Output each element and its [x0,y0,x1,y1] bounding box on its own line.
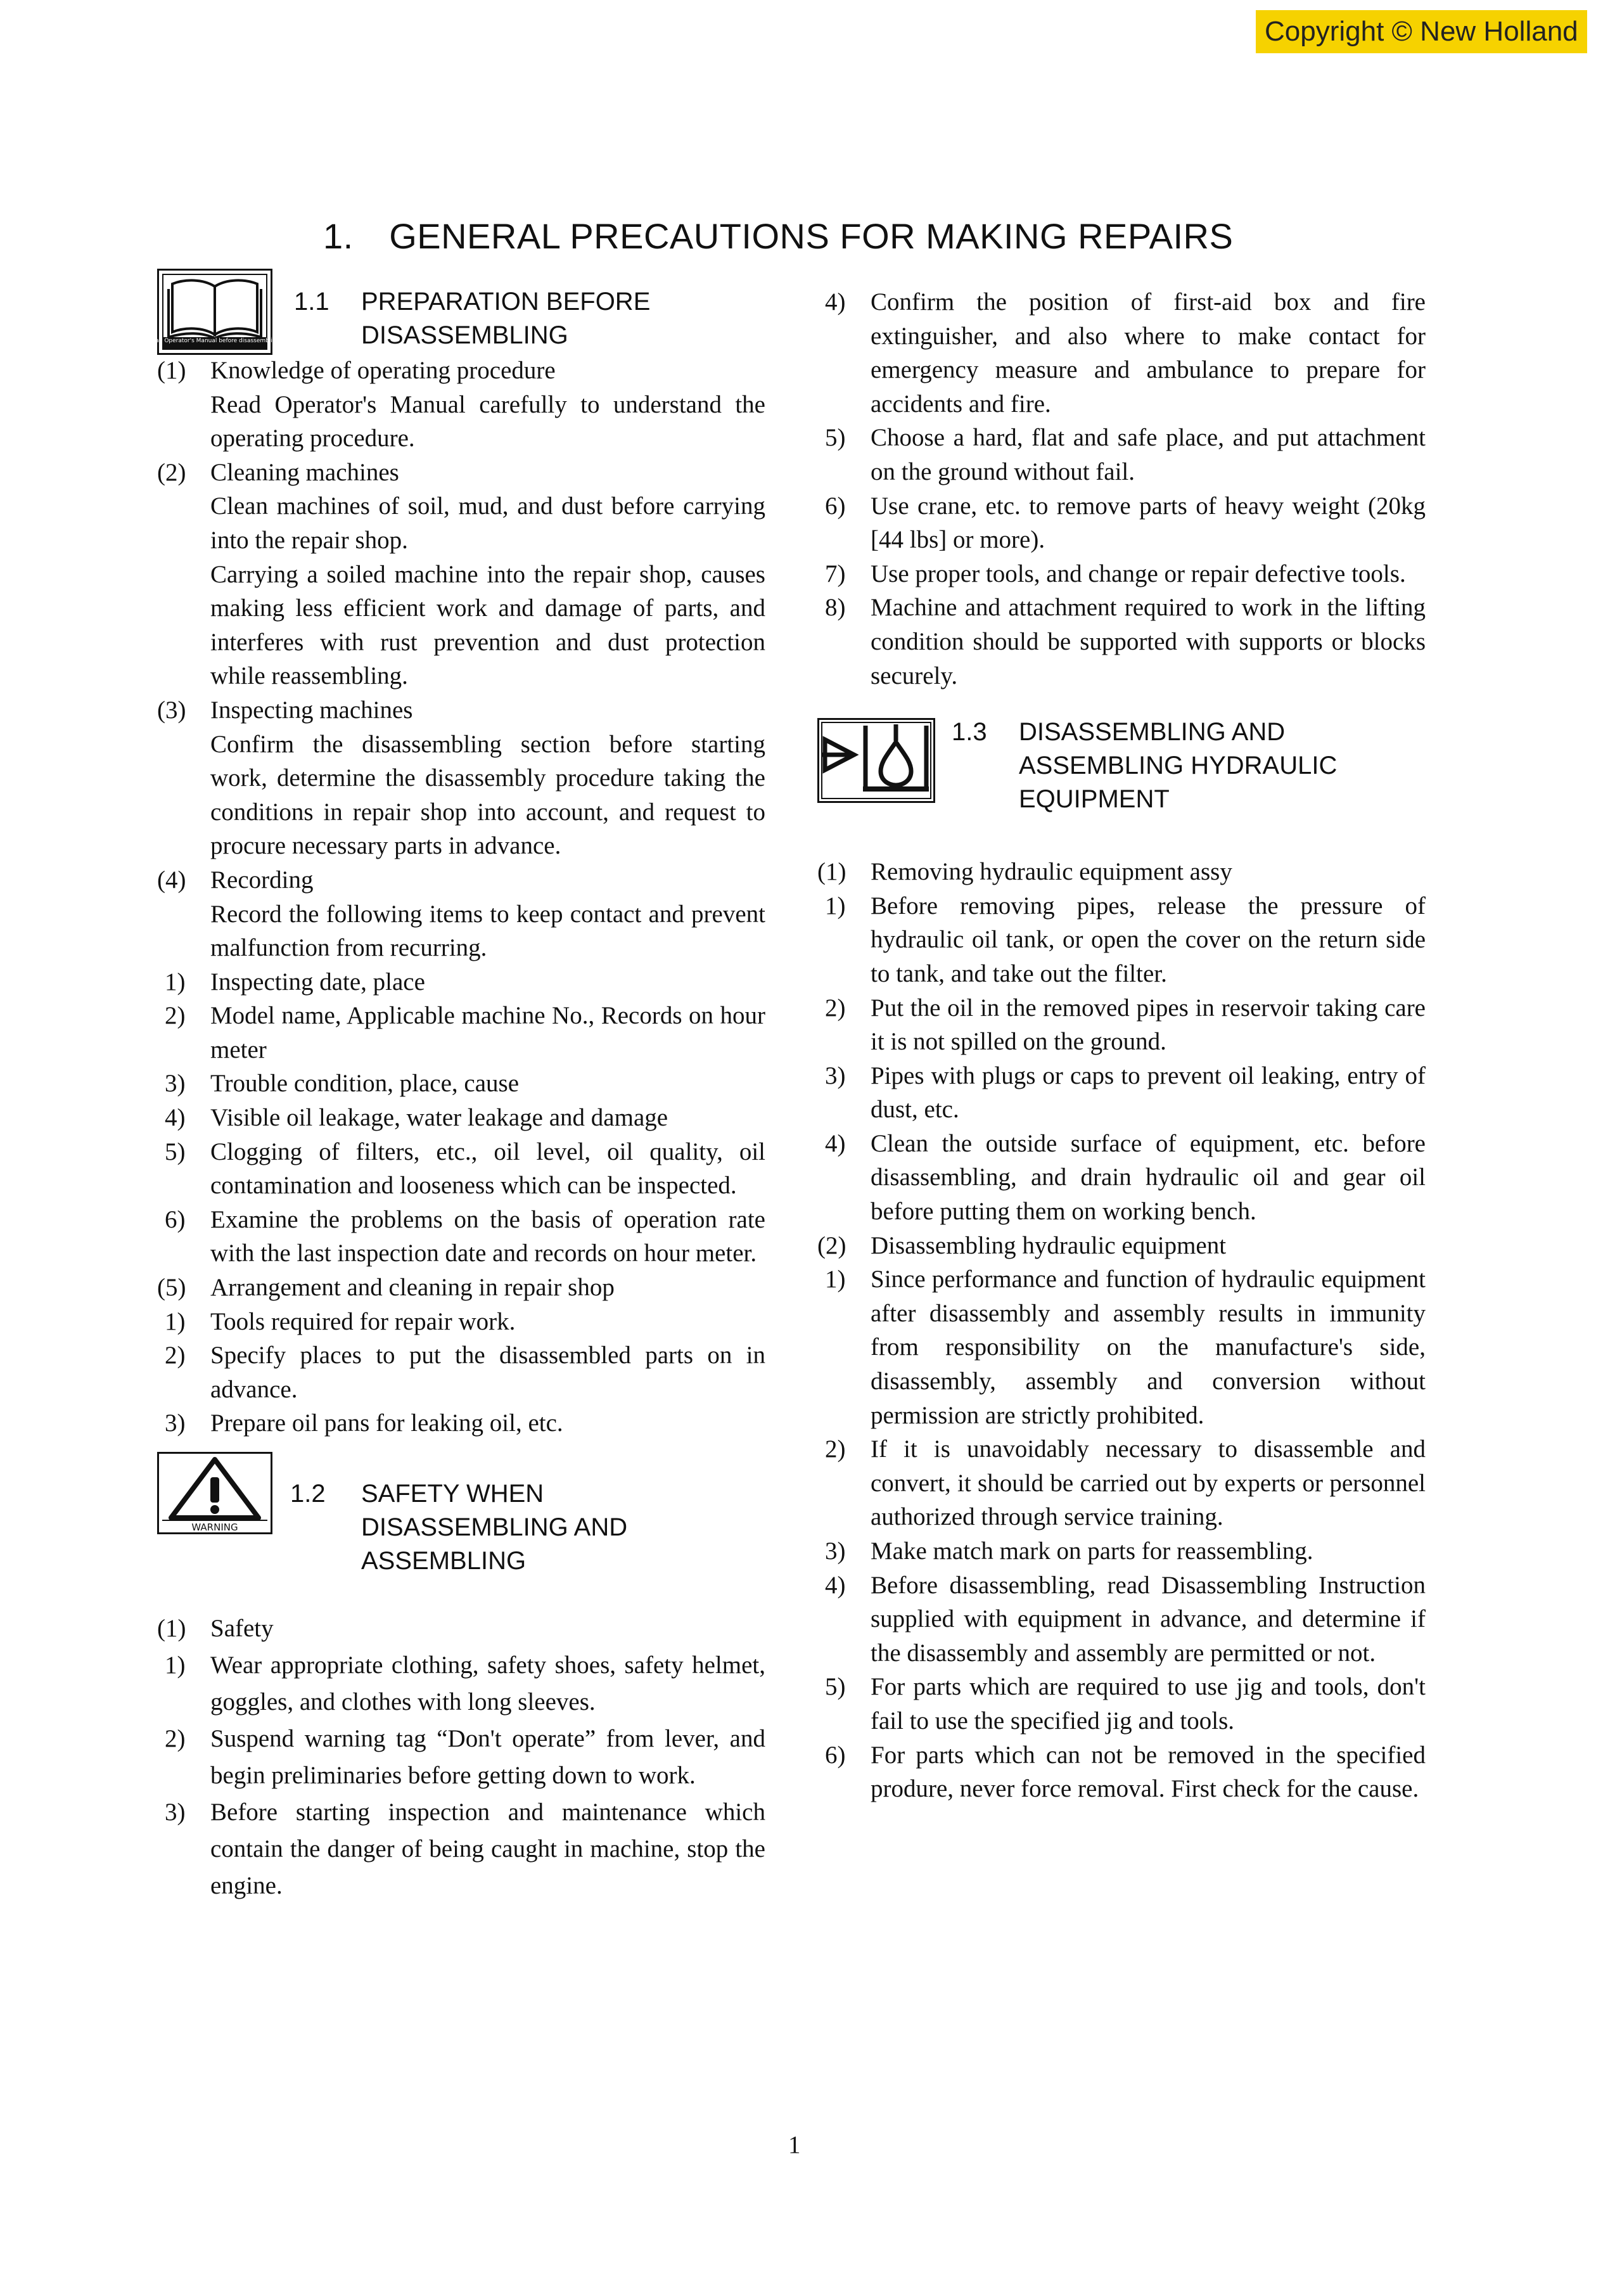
list-item [157,693,765,728]
section-title-line: DISASSEMBLING AND [1019,718,1286,747]
item-marker: 2) [165,1725,186,1752]
item-marker: 1) [825,1266,846,1293]
list-item [817,1127,1426,1229]
list-item [817,591,1426,693]
list-item [157,354,765,388]
item-marker: 3) [825,1061,846,1089]
item-marker: 5) [165,1138,186,1165]
list-item [157,456,765,490]
item-marker: 7) [825,560,846,587]
list-item [157,1135,765,1203]
item-marker: (2) [157,458,186,486]
section-1-1-body [157,354,765,1440]
list-item [817,1432,1426,1534]
copyright-banner: Copyright © New Holland [1256,10,1587,53]
list-item [817,889,1426,991]
list-item [817,1534,1426,1568]
item-marker: 2) [825,994,846,1022]
item-marker: 5) [825,1673,846,1701]
item-marker: 2) [165,1342,186,1369]
item-text: Before disassembling, read Disassembling Instruction supplied with equipment in advance, and determine if the disassembly and assembly are permitted or not. [871,1571,1426,1667]
item-text: Since performance and function of hydraulic equipment after disassembly and assembly results in immunity from responsibility on the manufacture's side, disassembly, assembly and conversion without permission are strictly prohibited. [871,1266,1426,1429]
section-title-line: ASSEMBLING [361,1547,527,1575]
section-title-line: DISASSEMBLING AND [361,1513,628,1541]
item-text: If it is unavoidably necessary to disassemble and convert, it should be carried out by experts or personnel authorized through service training. [871,1435,1426,1531]
item-marker: 1) [825,892,846,920]
item-marker: (1) [157,357,186,384]
list-item [817,285,1426,421]
item-marker: 3) [825,1537,846,1565]
section-1-2-header [157,1447,765,1610]
list-item [817,1229,1426,1263]
section-title-line: PREPARATION BEFORE [361,288,651,316]
item-text: Use proper tools, and change or repair defective tools. [871,560,1406,587]
item-text: Tools required for repair work. [210,1307,516,1335]
item-marker: 4) [825,1129,846,1157]
section-number: 1.3 [952,718,987,747]
item-marker: (1) [157,1615,186,1642]
right-column [817,285,1426,1806]
list-item [157,999,765,1067]
paragraph: Carrying a soiled machine into the repair shop, causes making less efficient work and damage of parts, and interferes with rust prevention and dust protection while reassembling. [210,560,765,690]
section-title-line: DISASSEMBLING [361,321,568,349]
item-text: Cleaning machines [210,458,399,486]
item-marker: 6) [825,1741,846,1769]
list-item [817,1059,1426,1127]
item-text: Visible oil leakage, water leakage and damage [210,1104,668,1132]
list-item [157,1067,765,1101]
left-column [148,285,765,1904]
item-marker: 1) [165,1651,186,1679]
list-item [157,1271,765,1305]
item-marker: (2) [817,1231,846,1259]
section-1-3-header [817,715,1426,855]
item-text: Machine and attachment required to work in the lifting condition should be supported with supports or blocks securely. [871,594,1426,689]
item-marker: 4) [165,1104,186,1132]
item-text: Removing hydraulic equipment assy [871,858,1232,886]
item-text: Choose a hard, flat and safe place, and put attachment on the ground without fail. [871,424,1426,485]
list-item [817,1670,1426,1738]
item-marker: 1) [165,968,186,996]
item-text: Arrangement and cleaning in repair shop [210,1274,615,1302]
list-item [157,1203,765,1271]
item-marker: 2) [165,1002,186,1030]
item-marker: 3) [165,1799,186,1826]
manual-icon-caption: Read Operator's Manual before disassembling. [148,338,282,344]
item-marker: 8) [825,594,846,622]
list-item [157,1610,765,1647]
list-item [157,1338,765,1406]
item-text: For parts which are required to use jig and tools, don't fail to use the specified jig and tools. [871,1673,1426,1735]
section-1-1-header [148,285,765,354]
item-text: Safety [210,1615,274,1642]
item-text: Disassembling hydraulic equipment [871,1231,1227,1259]
item-text: Model name, Applicable machine No., Records on hour meter [210,1002,765,1063]
item-text: Recording [210,866,314,894]
item-marker: 4) [825,1571,846,1599]
paragraph: Read Operator's Manual carefully to understand the operating procedure. [210,390,765,452]
list-item [817,557,1426,591]
list-item [157,1305,765,1339]
list-item [157,965,765,999]
list-item [817,421,1426,489]
item-text: Make match mark on parts for reassembling. [871,1537,1313,1565]
list-item [157,1794,765,1904]
section-number: 1.1 [294,288,329,316]
item-text: Specify places to put the disassembled parts on in advance. [210,1342,765,1403]
list-item [817,991,1426,1059]
item-marker: 3) [165,1409,186,1437]
item-text: Examine the problems on the basis of operation rate with the last inspection date and records on hour meter. [210,1205,765,1267]
item-text: Inspecting machines [210,696,413,724]
item-text: Suspend warning tag “Don't operate” from lever, and begin preliminaries before getting down to work. [210,1725,765,1789]
item-marker: 6) [165,1205,186,1233]
section-number: 1.2 [290,1480,326,1508]
item-marker: 1) [165,1307,186,1335]
item-text: Put the oil in the removed pipes in reservoir taking care it is not spilled on the ground. [871,994,1426,1056]
item-marker: 6) [825,492,846,520]
item-marker: (4) [157,866,186,894]
item-marker: 4) [825,288,846,316]
item-marker: 2) [825,1435,846,1463]
item-text: Wear appropriate clothing, safety shoes, safety helmet, goggles, and clothes with long sleeves. [210,1651,765,1716]
list-item [817,1568,1426,1671]
section-title-line: EQUIPMENT [1019,785,1170,814]
hydraulic-oil-tank-icon [817,718,935,812]
item-marker: 3) [165,1070,186,1098]
item-marker: (5) [157,1274,186,1302]
page-number: 1 [788,2131,801,2158]
paragraph: Clean machines of soil, mud, and dust before carrying into the repair shop. [210,492,765,554]
list-item [817,855,1426,889]
item-marker: 5) [825,424,846,452]
list-item [817,1262,1426,1432]
item-text: Pipes with plugs or caps to prevent oil leaking, entry of dust, etc. [871,1061,1426,1124]
section-title-line: SAFETY WHEN [361,1480,544,1508]
item-text: For parts which can not be removed in the specified produre, never force removal. First check for the cause. [871,1741,1426,1803]
item-marker: (3) [157,696,186,724]
list-item [157,1721,765,1794]
paragraph: Record the following items to keep contact and prevent malfunction from recurring. [210,900,765,962]
list-item [157,1101,765,1135]
item-text: Before removing pipes, release the pressure of hydraulic oil tank, or open the cover on the return side to tank, and take out the filter. [871,892,1426,987]
list-item [157,1406,765,1440]
item-text: Prepare oil pans for leaking oil, etc. [210,1409,563,1437]
list-item [157,1647,765,1721]
section-1-2-continued [817,285,1426,693]
paragraph: Confirm the disassembling section before starting work, determine the disassembly procedure taking the conditions in repair shop into account, and request to procure necessary parts in advance. [210,730,765,860]
warning-triangle-icon [157,1452,272,1544]
list-item [817,1738,1426,1806]
section-title-line: ASSEMBLING HYDRAULIC [1019,752,1338,780]
item-text: Inspecting date, place [210,968,425,996]
page-title: 1. GENERAL PRECAUTIONS FOR MAKING REPAIRS [323,216,1234,256]
list-item [817,489,1426,557]
open-book-icon [148,269,282,364]
item-text: Clean the outside surface of equipment, etc. before disassembling, and drain hydraulic oil and gear oil before putting them on working bench. [871,1129,1426,1226]
section-1-2-body [157,1610,765,1904]
item-marker: (1) [817,858,846,886]
item-text: Clogging of filters, etc., oil level, oil quality, oil contamination and looseness which can be inspected. [210,1138,765,1200]
item-text: Before starting inspection and maintenance which contain the danger of being caught in machine, stop the engine. [210,1799,765,1899]
item-text: Confirm the position of first-aid box and fire extinguisher, and also where to make contact for emergency measure and ambulance to prepare for accidents and fire. [871,288,1426,418]
item-text: Use crane, etc. to remove parts of heavy weight (20kg [44 lbs] or more). [871,492,1426,554]
item-text: Knowledge of operating procedure [210,357,556,384]
warning-icon-caption: WARNING [191,1522,238,1533]
item-text: Trouble condition, place, cause [210,1070,520,1098]
list-item [157,863,765,897]
section-1-3-body [817,855,1426,1806]
